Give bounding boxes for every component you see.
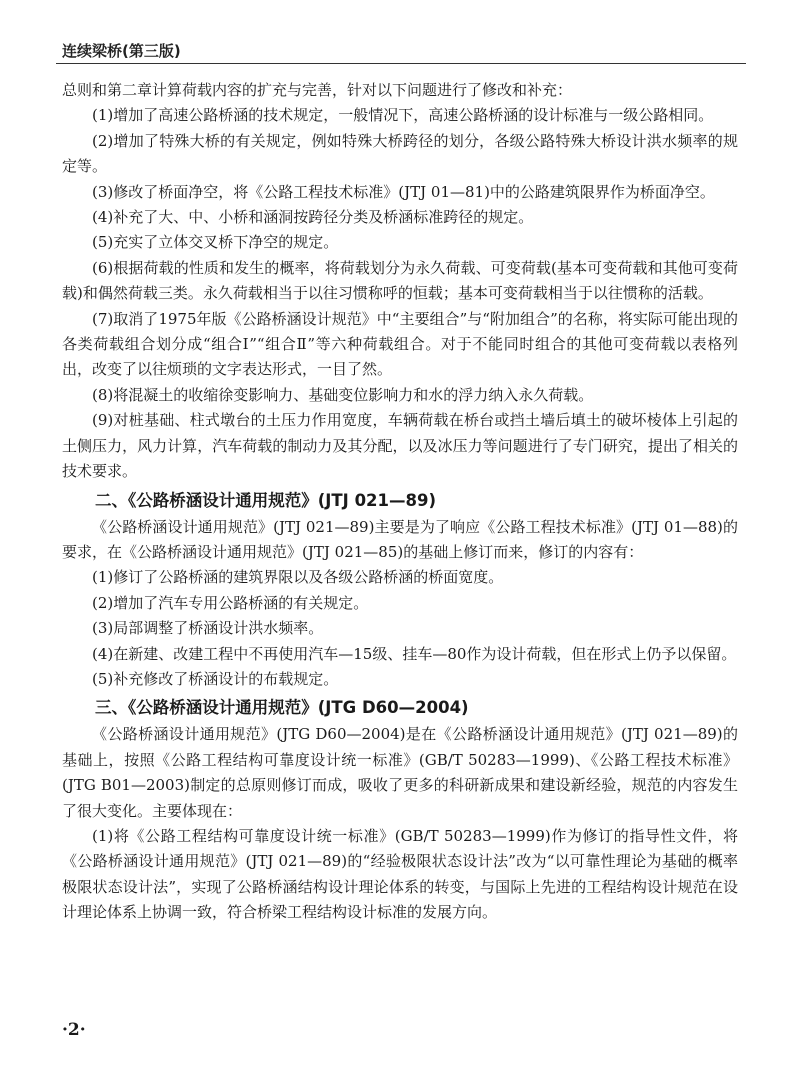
section-heading: 二、《公路桥涵设计通用规范》(JTJ 021—89) [95,490,437,510]
paragraph: 《公路桥涵设计通用规范》(JTG D60—2004)是在《公路桥涵设计通用规范》(JTJ 021—89)的基础上，按照《公路工程结构可靠度设计统一标准》(GB/T 50283—1999)、《公路工程技术标准》(JTG B01—2003)制定的总原则修订而成，吸收了更多的科研新成果和建设新经验，规范的内容发生了很大变化。主要体现在： [62,725,738,820]
paragraph: 总则和第二章计算荷载内容的扩充与完善，针对以下问题进行了修改和补充： [62,81,573,99]
paragraph: (5)充实了立体交叉桥下净空的规定。 [92,233,339,252]
paragraph: 《公路桥涵设计通用规范》(JTJ 021—89)主要是为了响应《公路工程技术标准》(JTJ 01—88)的要求，在《公路桥涵设计通用规范》(JTJ 021—85)的基础上修订而来，修订的内容有： [62,517,738,561]
paragraph: (1)增加了高速公路桥涵的技术规定，一般情况下，高速公路桥涵的设计标准与一级公路相同。 [92,106,714,125]
paragraph: (6)根据荷载的性质和发生的概率，将荷载划分为永久荷载、可变荷载(基本可变荷载和其他可变荷载)和偶然荷载三类。永久荷载相当于以往习惯称呼的恒载；基本可变荷载相当于以往惯称的活载。 [62,258,738,303]
paragraph: (1)将《公路工程结构可靠度设计统一标准》(GB/T 50283—1999)作为修订的指导性文件，将《公路桥涵设计通用规范》(JTJ 021—89)的“经验极限状态设计法”改为“以可靠性理论为基础的概率极限状态设计法”，实现了公路桥涵结构设计理论体系的转变，与国际上先进的工程结构设计规范在设计理论体系上协调一致，符合桥梁工程结构设计标准的发展方向。 [62,826,738,922]
paragraph: (2)增加了特殊大桥的有关规定，例如特殊大桥跨径的划分，各级公路特殊大桥设计洪水频率的规定等。 [62,131,738,176]
paragraph: (2)增加了汽车专用公路桥涵的有关规定。 [92,593,369,612]
body-text [62,78,738,926]
paragraph: (1)修订了公路桥涵的建筑界限以及各级公路桥涵的桥面宽度。 [92,568,504,587]
header-rule [56,63,746,64]
paragraph: (3)修改了桥面净空，将《公路工程技术标准》(JTJ 01—81)中的公路建筑限界作为桥面净空。 [92,182,715,201]
section-heading: 三、《公路桥涵设计通用规范》(JTG D60—2004) [95,698,469,718]
paragraph: (5)补充修改了桥涵设计的布载规定。 [92,669,339,688]
paragraph: (9)对桩基础、柱式墩台的土压力作用宽度，车辆荷载在桥台或挡土墙后填土的破坏棱体上引起的土侧压力，风力计算，汽车荷载的制动力及其分配，以及冰压力等问题进行了专门研究，提出了相关的技术要求。 [62,411,738,481]
paragraph: (4)补充了大、中、小桥和涵洞按跨径分类及桥涵标准跨径的规定。 [92,208,534,227]
page-number: ·2· [62,1020,86,1040]
paragraph: (7)取消了1975年版《公路桥涵设计规范》中“主要组合”与“附加组合”的名称，将实际可能出现的各类荷载组合划分成“组合Ⅰ”“组合Ⅱ”等六种荷载组合。对于不能同时组合的其他可变荷载以表格列出，改变了以往烦琐的文字表达形式，一目了然。 [62,309,738,379]
paragraph: (4)在新建、改建工程中不再使用汽车—15级、挂车—80作为设计荷载，但在形式上仍予以保留。 [92,644,737,663]
running-head-title: 连续梁桥(第三版) [62,42,181,60]
paragraph: (3)局部调整了桥涵设计洪水频率。 [92,619,324,638]
paragraph: (8)将混凝土的收缩徐变影响力、基础变位影响力和水的浮力纳入永久荷载。 [92,385,594,404]
